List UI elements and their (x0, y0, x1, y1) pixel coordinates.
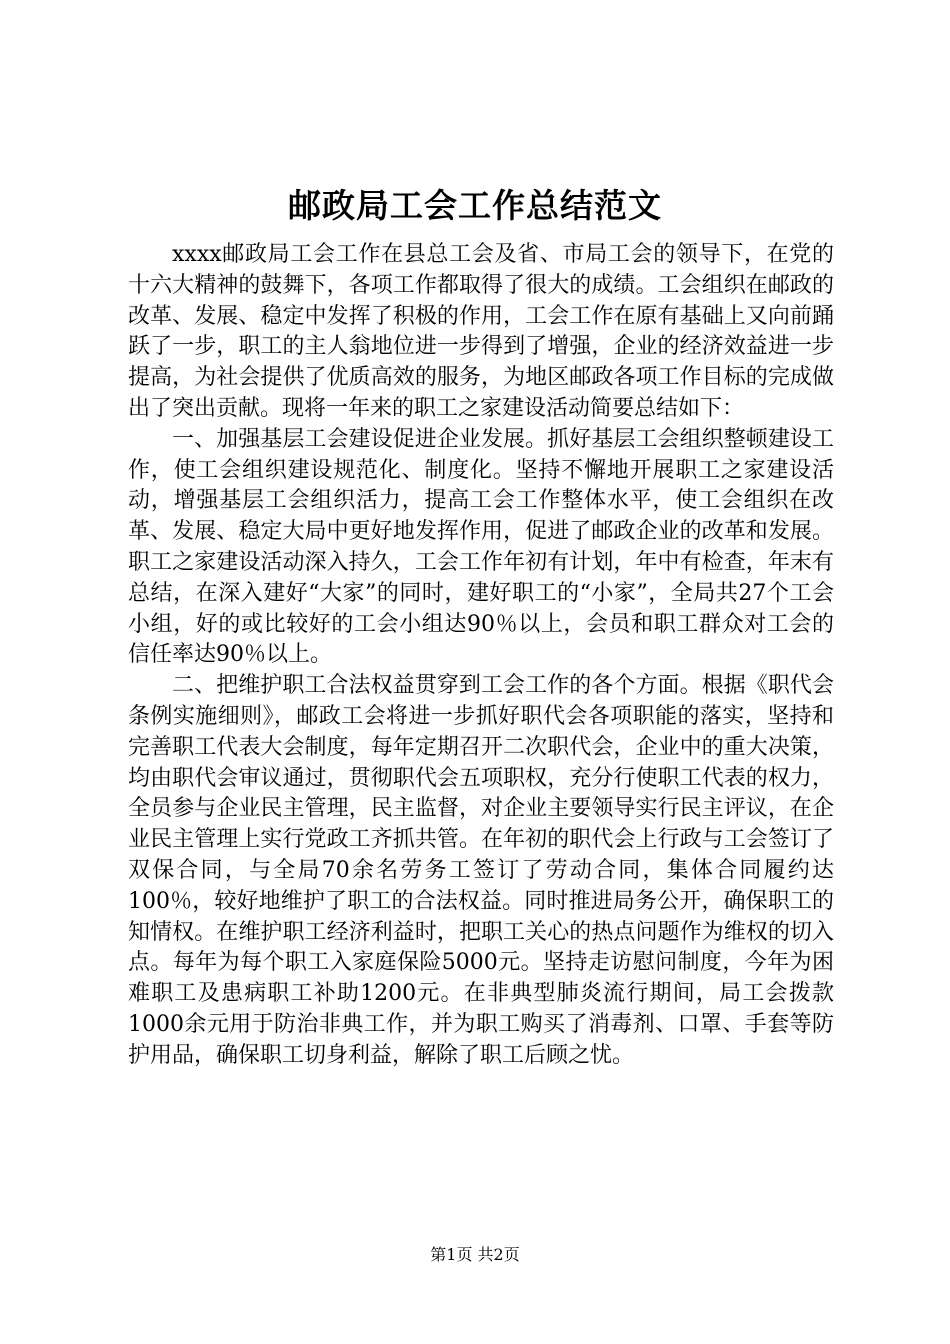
paragraph-intro: xxxx邮政局工会工作在县总工会及省、市局工会的领导下，在党的十六大精神的鼓舞下，各项工作都取得了很大的成绩。工会组织在邮政的改革、发展、稳定中发挥了积极的作用，工会工作在原有基础上又向前踊跃了一步，职工的主人翁地位进一步得到了增强，企业的经济效益进一步提高，为社会提供了优质高效的服务，为地区邮政各项工作目标的完成做出了突出贡献。现将一年来的职工之家建设活动简要总结如下： (128, 242, 834, 421)
document-title: 邮政局工会工作总结范文 (288, 186, 662, 225)
paragraph-section-2: 二、把维护职工合法权益贯穿到工会工作的各个方面。根据《职代会条例实施细则》，邮政工会将进一步抓好职代会各项职能的落实，坚持和完善职工代表大会制度，每年定期召开二次职代会，企业中的重大决策，均由职代会审议通过，贯彻职代会五项职权，充分行使职工代表的权力，全员参与企业民主管理，民主监督，对企业主要领导实行民主评议，在企业民主管理上实行党政工齐抓共管。在年初的职代会上行政与工会签订了双保合同，与全局70余名劳务工签订了劳动合同，集体合同履约达100％，较好地维护了职工的合法权益。同时推进局务公开，确保职工的知情权。在维护职工经济利益时，把职工关心的热点问题作为维权的切入点。每年为每个职工入家庭保险5000元。坚持走访慰问制度，今年为困难职工及患病职工补助1200元。在非典型肺炎流行期间，局工会拨款1000余元用于防治非典工作，并为职工购买了消毒剂、口罩、手套等防护用品，确保职工切身利益，解除了职工后顾之忧。 (128, 673, 834, 1068)
page-number-footer: 第1页 共2页 (430, 1245, 520, 1264)
document-body (128, 240, 834, 1072)
paragraph-section-1: 一、加强基层工会建设促进企业发展。抓好基层工会组织整顿建设工作，使工会组织建设规范化、制度化。坚持不懈地开展职工之家建设活动，增强基层工会组织活力，提高工会工作整体水平，使工会组织在改革、发展、稳定大局中更好地发挥作用，促进了邮政企业的改革和发展。职工之家建设活动深入持久，工会工作年初有计划，年中有检查，年末有总结，在深入建好“大家”的同时，建好职工的“小家”，全局共27个工会小组，好的或比较好的工会小组达90％以上，会员和职工群众对工会的信任率达90％以上。 (128, 426, 834, 668)
